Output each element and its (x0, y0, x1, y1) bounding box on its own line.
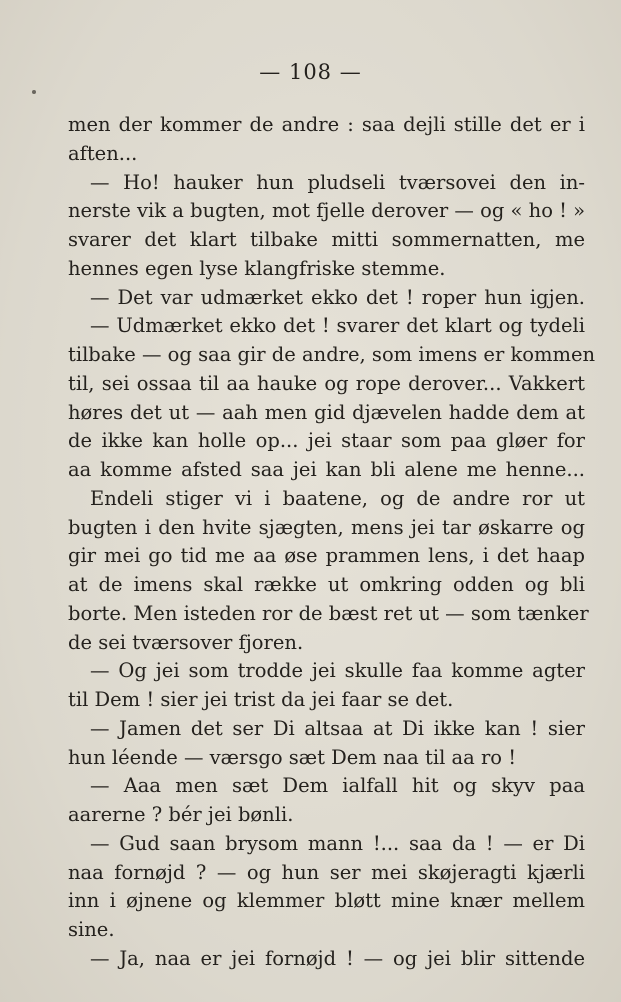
text-line: — Jamen det ser Di altsaa at Di ikke kan ! sier (90, 716, 585, 740)
text-line: naa fornøjd ? — og hun ser mei skøjeragti kjærli (68, 860, 585, 884)
text-line: svarer det klart tilbake mitti sommernatten, me (68, 228, 585, 251)
text-line: sine. (68, 918, 115, 941)
text-line: — Gud saan brysom mann !... saa da ! — er Di (90, 831, 585, 855)
text-line: at de imens skal række ut omkring odden og bli (68, 573, 585, 596)
text-line: til, sei ossaa til aa hauke og rope derover... Vakkert (68, 371, 585, 395)
paper-speck (32, 90, 36, 94)
text-line: hennes egen lyse klangfriske stemme. (68, 256, 446, 280)
text-line: — Aaa men sæt Dem ialfall hit og skyv paa (90, 774, 585, 798)
body-text (68, 111, 596, 974)
text-line: gir mei go tid me aa øse prammen lens, i det haap (68, 544, 585, 568)
text-line: inn i øjnene og klemmer bløtt mine knær mellem (68, 889, 585, 913)
text-line: aarerne ? bér jei bønli. (68, 803, 294, 826)
text-line: tilbake — og saa gir de andre, som imens er kommen (68, 343, 596, 366)
text-line: borte. Men isteden ror de bæst ret ut — som tænker (68, 601, 589, 625)
text-line: — Og jei som trodde jei skulle faa komme agter (90, 659, 585, 683)
text-line: de ikke kan holle op... jei staar som paa gløer for (68, 429, 585, 453)
text-line: nerste vik a bugten, mot fjelle derover — og « ho ! » (68, 199, 586, 223)
text-line: til Dem ! sier jei trist da jei faar se det. (68, 688, 454, 711)
text-line: hun léende — værsgo sæt Dem naa til aa ro ! (68, 745, 517, 769)
text-line: — Udmærket ekko det ! svarer det klart og tydeli (90, 314, 585, 338)
text-line: Endeli stiger vi i baatene, og de andre ror ut (90, 486, 585, 510)
text-line: men der kommer de andre : saa dejli stille det er i (68, 113, 585, 136)
text-line: de sei tværsover fjoren. (68, 630, 304, 654)
text-line: høres det ut — aah men gid djævelen hadde dem at (68, 400, 585, 424)
text-line: bugten i den hvite sjægten, mens jei tar øskarre og (68, 515, 585, 539)
text-line: — Ho! hauker hun pludseli tværsovei den in- (90, 170, 585, 194)
text-line: aften... (68, 141, 138, 165)
text-line: — Ja, naa er jei fornøjd ! — og jei blir sittende (90, 946, 585, 970)
text-line: aa komme afsted saa jei kan bli alene me henne... (68, 458, 585, 481)
text-line: — Det var udmærket ekko det ! roper hun igjen. (90, 285, 585, 309)
page-number: — 108 — (259, 60, 362, 84)
